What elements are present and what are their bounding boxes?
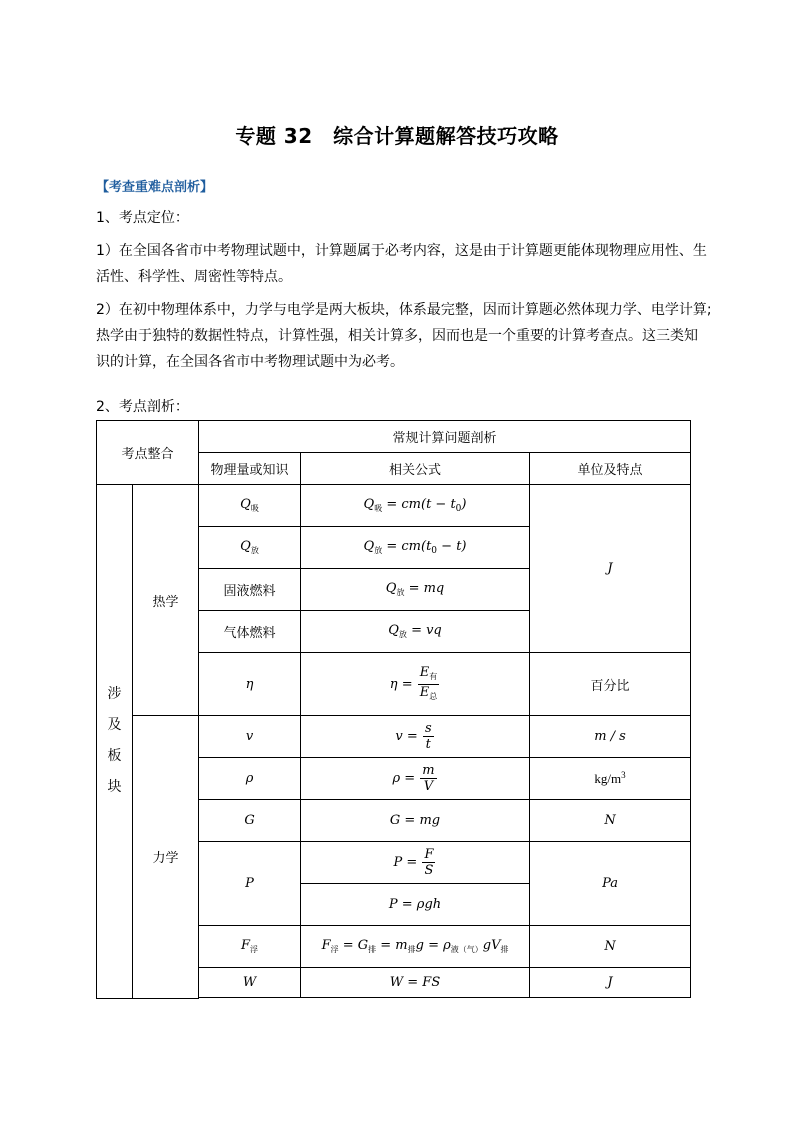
category-heat: 热学 xyxy=(133,485,199,716)
unit-speed: m / s xyxy=(530,716,691,758)
page-title: 专题 32 综合计算题解答技巧攻略 xyxy=(235,124,559,148)
unit-density: $kg/m^3$ xyxy=(530,758,691,800)
formula-table xyxy=(96,420,691,999)
unit-buoyancy: N xyxy=(530,926,691,968)
formula-gas-fuel: $Q_放$ = vq xyxy=(301,611,530,653)
paragraph-3: 活性、科学性、周密性等特点。 xyxy=(96,269,292,285)
formula-solid-fuel: $Q_放$ = mq xyxy=(301,569,530,611)
category-mechanics: 力学 xyxy=(133,716,199,999)
quantity-buoyancy: $F_浮$ xyxy=(199,926,301,968)
quantity-q-absorb: $Q_吸$ xyxy=(199,485,301,527)
quantity-gas-fuel: 气体燃料 xyxy=(199,611,301,653)
formula-efficiency: η = $\frac{E_有}{E_总}$ xyxy=(301,653,530,716)
quantity-density: ρ xyxy=(199,758,301,800)
table-group-header: 常规计算问题剖析 xyxy=(199,421,691,453)
formula-q-absorb: $Q_吸 = cm(t - t_0)$ xyxy=(301,485,530,527)
quantity-q-release: $Q_放$ xyxy=(199,527,301,569)
paragraph-6: 识的计算，在全国各省市中考物理试题中为必考。 xyxy=(96,354,404,370)
formula-work: W = FS xyxy=(301,968,530,998)
unit-pressure: Pa xyxy=(530,842,691,926)
section-header: 【考查重难点剖析】 xyxy=(96,180,214,195)
paragraph-4: 2）在初中物理体系中，力学与电学是两大板块，体系最完整，因而计算题必然体现力学、电学计算; xyxy=(96,302,712,318)
unit-gravity: N xyxy=(530,800,691,842)
quantity-gravity: G xyxy=(199,800,301,842)
paragraph-5: 热学由于独特的数据性特点，计算性强，相关计算多，因而也是一个重要的计算考查点。这三类知 xyxy=(96,328,698,344)
formula-buoyancy: $F_浮 = G_排 = m_排g = \rho_{液(气)}gV_排$ xyxy=(301,926,530,968)
formula-pressure-1: P = $\frac{F}{S}$ xyxy=(301,842,530,884)
section-label-cell xyxy=(97,485,133,999)
quantity-efficiency: η xyxy=(199,653,301,716)
quantity-solid-fuel: 固液燃料 xyxy=(199,569,301,611)
unit-heat: J xyxy=(530,485,691,653)
unit-work: J xyxy=(530,968,691,998)
formula-q-release: $Q_放 = cm(t_0 - t)$ xyxy=(301,527,530,569)
col-header-quantity: 物理量或知识 xyxy=(199,453,301,485)
formula-gravity: G = mg xyxy=(301,800,530,842)
formula-speed: v = $\frac{s}{t}$ xyxy=(301,716,530,758)
paragraph-1: 1、考点定位： xyxy=(96,210,189,226)
quantity-work: W xyxy=(199,968,301,998)
table-corner-cell: 考点整合 xyxy=(97,421,199,485)
paragraph-7: 2、考点剖析： xyxy=(96,399,189,415)
quantity-speed: v xyxy=(199,716,301,758)
formula-density: ρ = $\frac{m}{V}$ xyxy=(301,758,530,800)
unit-efficiency: 百分比 xyxy=(530,653,691,716)
quantity-pressure: P xyxy=(199,842,301,926)
formula-pressure-2: P = ρgh xyxy=(301,884,530,926)
col-header-formula: 相关公式 xyxy=(301,453,530,485)
paragraph-2: 1）在全国各省市中考物理试题中，计算题属于必考内容，这是由于计算题更能体现物理应用性、生 xyxy=(96,243,707,259)
section-label: 涉及板块 xyxy=(107,686,122,796)
col-header-unit: 单位及特点 xyxy=(530,453,691,485)
